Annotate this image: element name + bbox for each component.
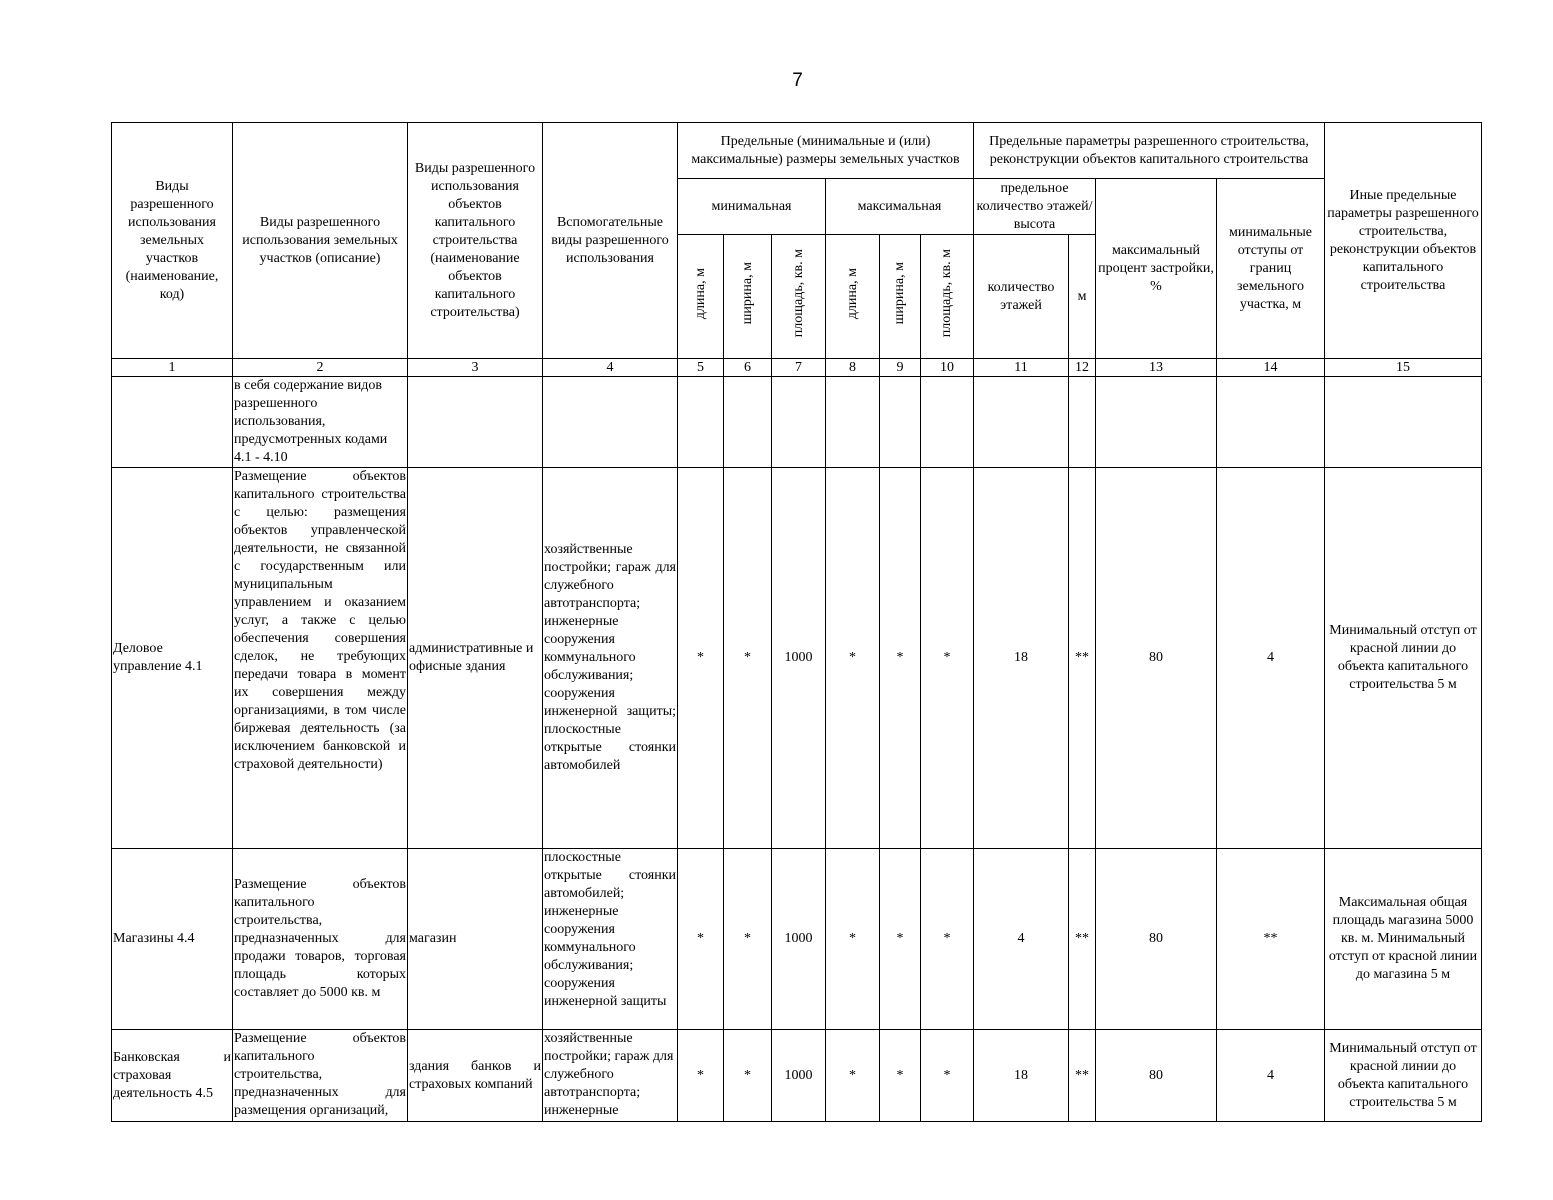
zoning-parameters-table xyxy=(111,122,1482,1122)
header-col-13: максимальный процент застройки, % xyxy=(1096,179,1217,359)
cell-min-length: * xyxy=(678,849,724,1030)
header-col-15: Иные предельные параметры разрешенного строительства, реконструкции объектов капитального строительства xyxy=(1325,123,1482,359)
cell-max-length: * xyxy=(826,468,880,849)
column-number: 1 xyxy=(112,359,233,377)
cell-max-length: * xyxy=(826,1030,880,1122)
cell-setback: ** xyxy=(1217,849,1325,1030)
cell-min-width: * xyxy=(724,849,772,1030)
cell-setback: 4 xyxy=(1217,468,1325,849)
cell-other-params: Максимальная общая площадь магазина 5000 кв. м. Минимальный отступ от красной линии до магазина 5 м xyxy=(1325,849,1482,1030)
cell-auxiliary: плоскостные открытые стоянки автомобилей; инженерные сооружения коммунального обслуживания; сооружения инженерной защиты xyxy=(543,849,678,1030)
column-numbers-row xyxy=(112,359,1482,377)
header-col-6: ширина, м xyxy=(724,235,772,359)
cell-max-area xyxy=(921,377,974,468)
column-number: 8 xyxy=(826,359,880,377)
column-number: 11 xyxy=(974,359,1069,377)
column-number: 14 xyxy=(1217,359,1325,377)
cell-floors: 18 xyxy=(974,1030,1069,1122)
cell-min-area xyxy=(772,377,826,468)
cell-min-length: * xyxy=(678,468,724,849)
cell-land-use xyxy=(112,377,233,468)
cell-land-use: Деловое управление 4.1 xyxy=(112,468,233,849)
cell-object-types xyxy=(408,377,543,468)
header-max: максимальная xyxy=(826,179,974,235)
table-row xyxy=(112,377,1482,468)
cell-land-use: Магазины 4.4 xyxy=(112,849,233,1030)
column-number: 9 xyxy=(880,359,921,377)
cell-min-area: 1000 xyxy=(772,468,826,849)
column-number: 2 xyxy=(233,359,408,377)
cell-min-width xyxy=(724,377,772,468)
cell-height: ** xyxy=(1069,468,1096,849)
cell-build-percent: 80 xyxy=(1096,1030,1217,1122)
header-col-4: Вспомогательные виды разрешенного использования xyxy=(543,123,678,359)
cell-description: Размещение объектов капитального строительства, предназначенных для продажи товаров, торговая площадь которых составляет до 5000 кв. м xyxy=(233,849,408,1030)
page-number: 7 xyxy=(792,70,803,91)
cell-max-width: * xyxy=(880,1030,921,1122)
header-floors-group: предельное количество этажей/высота xyxy=(974,179,1096,235)
header-col-5: длина, м xyxy=(678,235,724,359)
cell-max-area: * xyxy=(921,849,974,1030)
header-col-7: площадь, кв. м xyxy=(772,235,826,359)
cell-height xyxy=(1069,377,1096,468)
header-col-10: площадь, кв. м xyxy=(921,235,974,359)
cell-setback xyxy=(1217,377,1325,468)
header-build-params: Предельные параметры разрешенного строительства, реконструкции объектов капитального строительства xyxy=(974,123,1325,179)
cell-other-params xyxy=(1325,377,1482,468)
cell-max-area: * xyxy=(921,1030,974,1122)
column-number: 12 xyxy=(1069,359,1096,377)
cell-min-length xyxy=(678,377,724,468)
header-col-3: Виды разрешенного использования объектов капитального строительства (наименование объектов капитального строительства) xyxy=(408,123,543,359)
cell-max-width: * xyxy=(880,849,921,1030)
cell-max-width: * xyxy=(880,468,921,849)
cell-max-area: * xyxy=(921,468,974,849)
cell-height: ** xyxy=(1069,1030,1096,1122)
cell-build-percent xyxy=(1096,377,1217,468)
header-plot-sizes: Предельные (минимальные и (или) максимальные) размеры земельных участков xyxy=(678,123,974,179)
cell-auxiliary xyxy=(543,377,678,468)
cell-floors: 18 xyxy=(974,468,1069,849)
header-min: минимальная xyxy=(678,179,826,235)
header-col-11: количество этажей xyxy=(974,235,1069,359)
cell-land-use: Банковская и страховая деятельность 4.5 xyxy=(112,1030,233,1122)
cell-floors xyxy=(974,377,1069,468)
cell-other-params: Минимальный отступ от красной линии до объекта капитального строительства 5 м xyxy=(1325,468,1482,849)
header-col-14: минимальные отступы от границ земельного участка, м xyxy=(1217,179,1325,359)
cell-object-types: здания банков и страховых компаний xyxy=(408,1030,543,1122)
cell-setback: 4 xyxy=(1217,1030,1325,1122)
column-number: 3 xyxy=(408,359,543,377)
cell-height: ** xyxy=(1069,849,1096,1030)
cell-other-params: Минимальный отступ от красной линии до объекта капитального строительства 5 м xyxy=(1325,1030,1482,1122)
header-col-8: длина, м xyxy=(826,235,880,359)
header-col-9: ширина, м xyxy=(880,235,921,359)
cell-max-length xyxy=(826,377,880,468)
cell-min-width: * xyxy=(724,468,772,849)
cell-min-width: * xyxy=(724,1030,772,1122)
cell-min-length: * xyxy=(678,1030,724,1122)
cell-build-percent: 80 xyxy=(1096,849,1217,1030)
cell-auxiliary: хозяйственные постройки; гараж для служебного автотранспорта; инженерные сооружения коммунального обслуживания; сооружения инженерной защиты; плоскостные открытые стоянки автомобилей xyxy=(543,468,678,849)
table-row xyxy=(112,849,1482,1030)
cell-min-area: 1000 xyxy=(772,849,826,1030)
cell-build-percent: 80 xyxy=(1096,468,1217,849)
cell-object-types: магазин xyxy=(408,849,543,1030)
column-number: 6 xyxy=(724,359,772,377)
table-row xyxy=(112,468,1482,849)
cell-description: Размещение объектов капитального строительства, предназначенных для размещения организаций, xyxy=(233,1030,408,1122)
column-number: 4 xyxy=(543,359,678,377)
cell-max-width xyxy=(880,377,921,468)
cell-description: в себя содержание видов разрешенного использования, предусмотренных кодами 4.1 - 4.10 xyxy=(233,377,408,468)
column-number: 13 xyxy=(1096,359,1217,377)
column-number: 7 xyxy=(772,359,826,377)
column-number: 15 xyxy=(1325,359,1482,377)
cell-min-area: 1000 xyxy=(772,1030,826,1122)
header-col-2: Виды разрешенного использования земельных участков (описание) xyxy=(233,123,408,359)
cell-max-length: * xyxy=(826,849,880,1030)
table-row xyxy=(112,1030,1482,1122)
cell-floors: 4 xyxy=(974,849,1069,1030)
header-col-1: Виды разрешенного использования земельных участков (наименование, код) xyxy=(112,123,233,359)
column-number: 5 xyxy=(678,359,724,377)
cell-description: Размещение объектов капитального строительства с целью: размещения объектов управленческой деятельности, не связанной с государственным или муниципальным управлением и оказанием услуг, а также с целью обеспечения совершения сделок, не требующих передачи товара в момент их совершения между организациями, в том числе биржевая деятельность (за исключением банковской и страховой деятельности) xyxy=(233,468,408,849)
column-number: 10 xyxy=(921,359,974,377)
cell-object-types: административные и офисные здания xyxy=(408,468,543,849)
cell-auxiliary: хозяйственные постройки; гараж для служебного автотранспорта; инженерные xyxy=(543,1030,678,1122)
header-col-12: м xyxy=(1069,235,1096,359)
